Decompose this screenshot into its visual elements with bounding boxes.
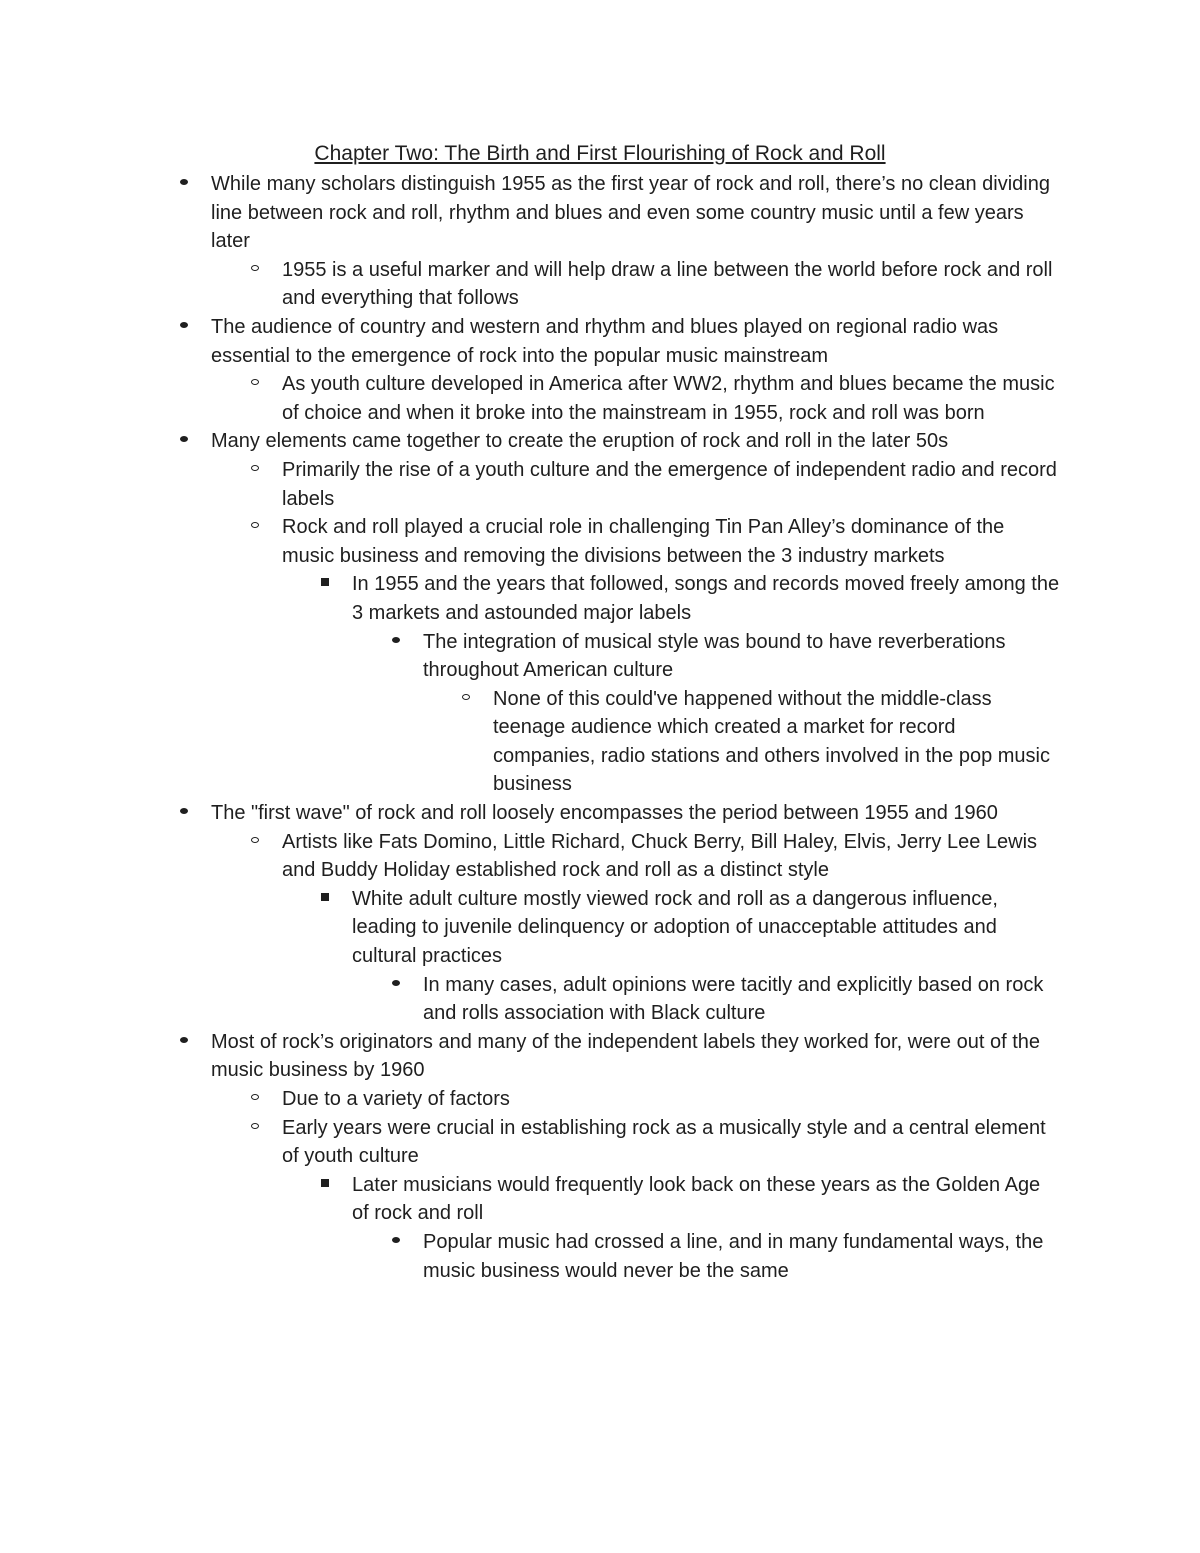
disc-bullet-icon (386, 1228, 406, 1257)
list-item: As youth culture developed in America after WW2, rhythm and blues became the music of choice and when it broke into the mainstream in 1955, rock and roll was born (0, 370, 1062, 427)
disc-bullet-icon (386, 628, 406, 657)
disc-bullet-icon (386, 971, 406, 1000)
list-item: Primarily the rise of a youth culture and the emergence of independent radio and record labels (0, 456, 1062, 513)
list-item: In many cases, adult opinions were tacitly and explicitly based on rock and rolls association with Black culture (0, 971, 1063, 1028)
circle-bullet-icon (456, 685, 476, 714)
list-item: Most of rock’s originators and many of the independent labels they worked for, were out of the music business by 1960 (0, 1028, 1061, 1085)
list-item: The audience of country and western and rhythm and blues played on regional radio was essential to the emergence of rock into the popular music mainstream (0, 313, 1061, 370)
list-item: In 1955 and the years that followed, songs and records moved freely among the 3 markets and astounded major labels (0, 570, 1062, 627)
list-item: While many scholars distinguish 1955 as the first year of rock and roll, there’s no clean dividing line between rock and roll, rhythm and blues and even some country music until a few years later (0, 170, 1061, 256)
disc-bullet-icon (174, 1028, 194, 1057)
list-item: The "first wave" of rock and roll loosely encompasses the period between 1955 and 1960 (0, 799, 1061, 828)
circle-bullet-icon (245, 456, 265, 485)
list-item: Many elements came together to create the eruption of rock and roll in the later 50s (0, 427, 1061, 456)
list-item: The integration of musical style was bound to have reverberations throughout American culture (0, 628, 1063, 685)
list-item: Rock and roll played a crucial role in challenging Tin Pan Alley’s dominance of the music business and removing the divisions between the 3 industry markets (0, 513, 1062, 570)
outline-list (0, 170, 1200, 1285)
list-item: None of this could've happened without the middle-class teenage audience which created a market for record companies, radio stations and others involved in the pop music business (0, 685, 1063, 799)
circle-bullet-icon (245, 1114, 265, 1143)
list-item: Early years were crucial in establishing rock as a musically style and a central element of youth culture (0, 1114, 1062, 1171)
list-item: Popular music had crossed a line, and in many fundamental ways, the music business would never be the same (0, 1228, 1063, 1285)
circle-bullet-icon (245, 256, 265, 285)
list-item: Later musicians would frequently look back on these years as the Golden Age of rock and roll (0, 1171, 1062, 1228)
disc-bullet-icon (174, 427, 194, 456)
square-bullet-icon (315, 1171, 335, 1200)
circle-bullet-icon (245, 1085, 265, 1114)
circle-bullet-icon (245, 513, 265, 542)
circle-bullet-icon (245, 370, 265, 399)
disc-bullet-icon (174, 313, 194, 342)
list-item: Due to a variety of factors (0, 1085, 1062, 1114)
square-bullet-icon (315, 570, 335, 599)
square-bullet-icon (315, 885, 335, 914)
list-item: White adult culture mostly viewed rock and roll as a dangerous influence, leading to juvenile delinquency or adoption of unacceptable attitudes and cultural practices (0, 885, 1062, 971)
disc-bullet-icon (174, 799, 194, 828)
disc-bullet-icon (174, 170, 194, 199)
page-title: Chapter Two: The Birth and First Flourishing of Rock and Roll (314, 142, 886, 165)
circle-bullet-icon (245, 828, 265, 857)
list-item: 1955 is a useful marker and will help draw a line between the world before rock and roll and everything that follows (0, 256, 1062, 313)
list-item: Artists like Fats Domino, Little Richard, Chuck Berry, Bill Haley, Elvis, Jerry Lee Lewis and Buddy Holiday established rock and roll as a distinct style (0, 828, 1062, 885)
